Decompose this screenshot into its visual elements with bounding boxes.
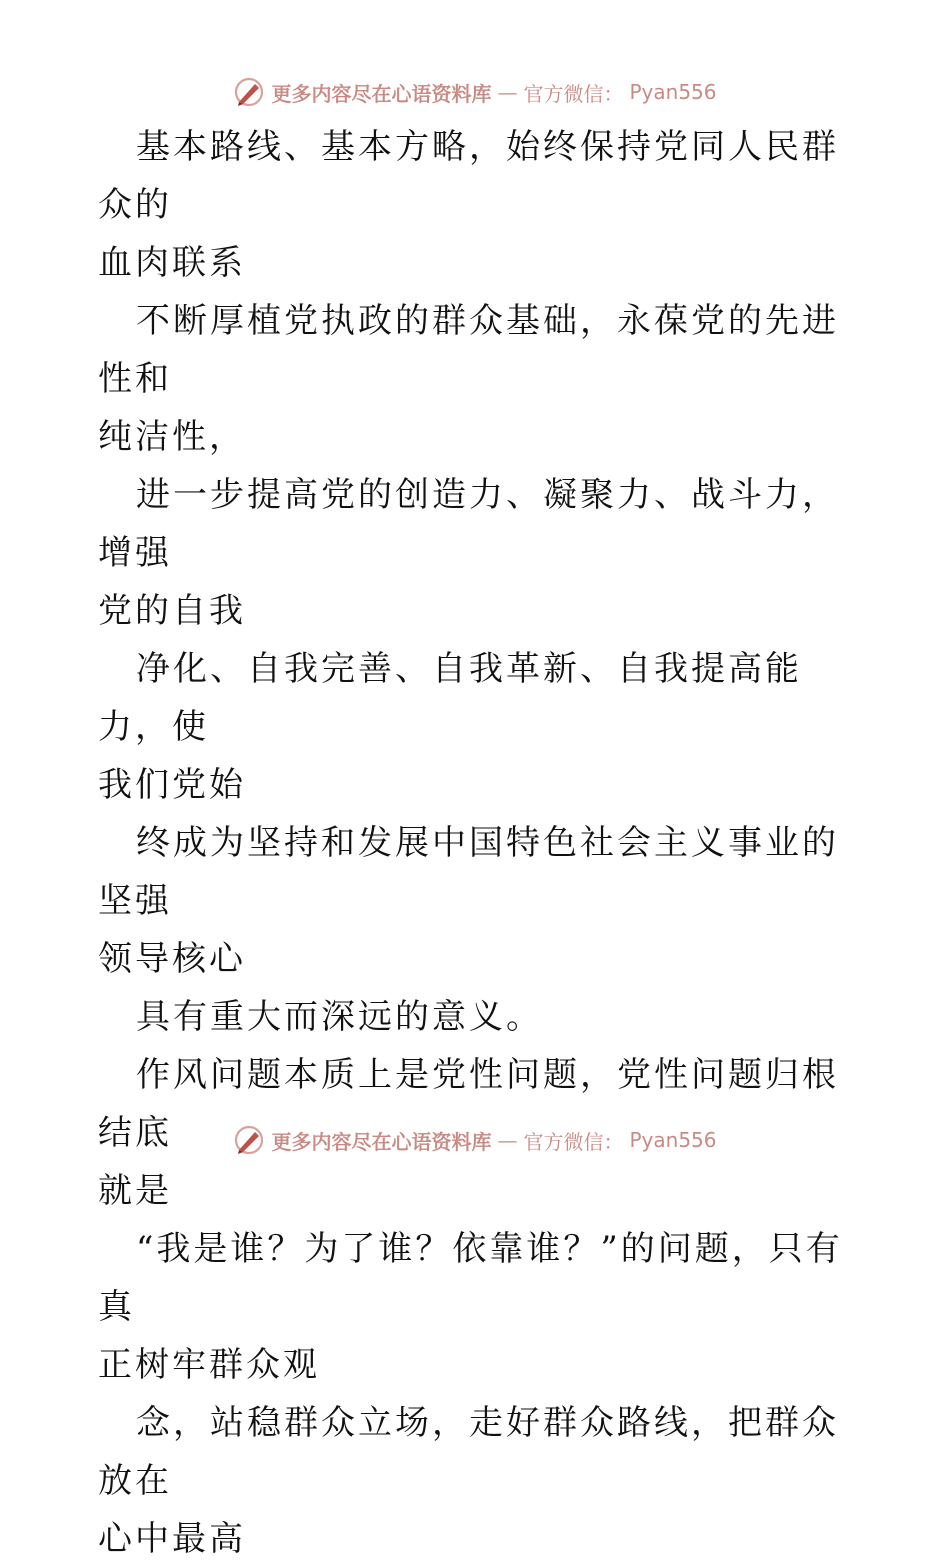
- watermark-dash: —: [497, 1128, 518, 1152]
- footer-watermark: [0, 1120, 950, 1160]
- watermark-wechat-id: Pyan556: [629, 80, 717, 104]
- watermark-dash: —: [497, 80, 518, 104]
- document-body: [98, 118, 858, 1568]
- paragraph-8: “我是谁？为了谁？依靠谁？”的问题，只有真 正树牢群众观: [98, 1229, 843, 1385]
- paragraph-5: 终成为坚持和发展中国特色社会主义事业的坚强 领导核心: [98, 823, 839, 979]
- paragraph-4: 净化、自我完善、自我革新、自我提高能力，使 我们党始: [98, 649, 802, 805]
- pen-logo-icon: [233, 76, 265, 108]
- watermark-site-text: 更多内容尽在心语资料库: [271, 81, 492, 106]
- paragraph-6: 具有重大而深远的意义。: [136, 997, 543, 1037]
- watermark-wechat-id: Pyan556: [629, 1128, 717, 1152]
- paragraph-9: 念，站稳群众立场，走好群众路线，把群众放在 心中最高: [98, 1403, 839, 1559]
- paragraph-7: 作风问题本质上是党性问题，党性问题归根结底 就是: [98, 1055, 839, 1211]
- paragraph-2: 不断厚植党执政的群众基础，永葆党的先进性和 纯洁性，: [98, 301, 839, 457]
- header-watermark: [0, 72, 950, 112]
- watermark-wechat-label: 官方微信：: [523, 1129, 624, 1154]
- watermark-wechat-label: 官方微信：: [523, 81, 624, 106]
- watermark-site-text: 更多内容尽在心语资料库: [271, 1129, 492, 1154]
- pen-logo-icon: [233, 1124, 265, 1156]
- paragraph-3: 进一步提高党的创造力、凝聚力、战斗力，增强 党的自我: [98, 475, 839, 631]
- paragraph-1: 基本路线、基本方略，始终保持党同人民群众的 血肉联系: [98, 127, 839, 283]
